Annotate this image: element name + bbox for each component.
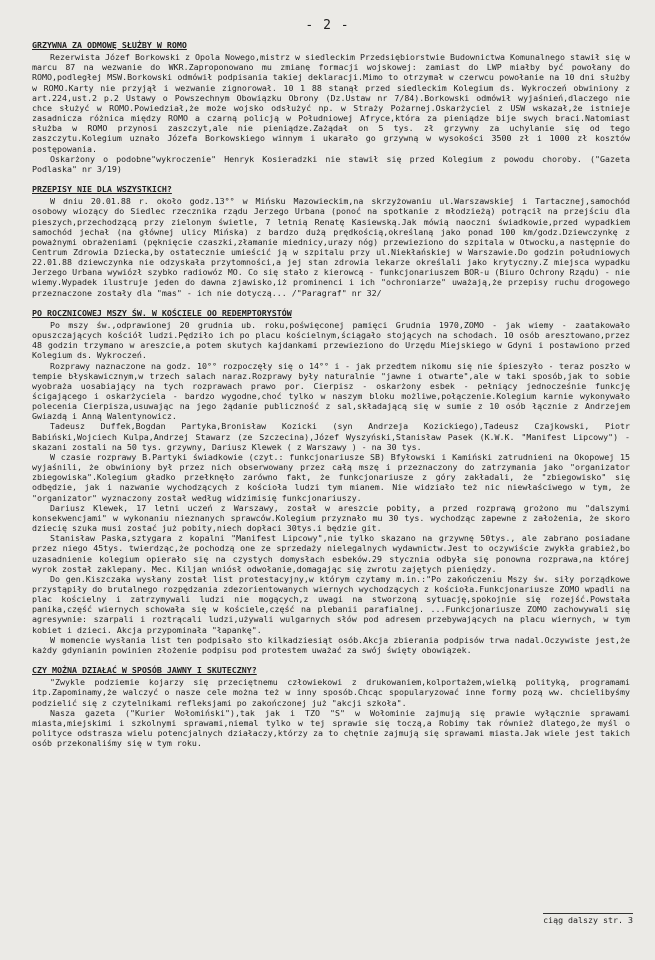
section-heading-text: PRZEPISY NIE DLA WSZYSTKICH?: [32, 184, 172, 195]
paragraph: Do gen.Kiszczaka wysłany został list protestacyjny,w którym czytamy m.in.:"Po zakończeniu Mszy św. siły porządkowe przystąpiły do brutalnego rozpędzania zdezorientowanych wiernych wychodzących z kościoła.Funkcjonariusze ZOMO wpadli na plac kościelny i zatrzymywali ludzi nie mogących,z uwagi na stworzoną sytuację,spokojnie się rozejść.Powstała panika,część wiernych schowała się w kościele,część na plebanii parafialnej. ...Funkcjonariusze ZOMO zachowywali się agresywnie: szarpali i roztrącali ludzi,używali wulgarnych słów pod adresem przebywających na placu wiernych, w tym kobiet i dzieci. Akcja przypominała "łapankę".: [32, 573, 630, 635]
article-column: [32, 30, 630, 748]
paragraph: W momencie wysłania list ten podpisało sto kilkadziesiąt osób.Akcja zbierania podpisów trwa nadal.Oczywiste jest,że każdy gdynianin powinien złożenie podpisu pod protestem uważać za swój święty obowiązek.: [32, 634, 630, 655]
section-heading-text: GRZYWNA ZA ODMOWĘ SŁUŻBY W ROMO: [32, 40, 187, 50]
paragraph: Dariusz Klewek, 17 letni uczeń z Warszawy, został w areszcie pobity, a przed rozprawą grożono mu "dalszymi konsekwencjami" w wykonaniu nieznanych sprawców.Kolegium przyznało mu 30 tys. wychodząc zapewne z założenia, że skoro dziecię szuka musi zostać już pobity,niech dopłaci 30tys.i będzie git.: [32, 502, 630, 534]
paragraph: W dniu 20.01.88 r. około godz.13°° w Mińsku Mazowieckim,na skrzyżowaniu ul.Warszawskiej i Tartacznej,samochód osobowy wiozący do Siedlec rzecznika rządu Jerzego Urbana (ponoć na spotkanie z młodzieżą) potrącił na przejściu dla pieszych,przechodzącą przy zielonym świetle, 7 letnią Renatę Kasiewską.Jak mówią naoczni świadkowie,przed wypadkiem samochód jechał (na głównej ulicy Mińska) z bardzo dużą prędkością,określaną jako ponad 100 km/godz.Dziewczynkę z poważnymi obrażeniami (pęknięcie czaszki,złamanie miednicy,urazy nóg) przewieziono do szpitala w Otwocku,a następnie do Centrum Zdrowia Dziecka,by ostatecznie umieścić ją w szpitalu przy ul.Niekłańskiej w Warszawie.Do godzin południowych 22.01.88 dziewczynka nie odzyskała przytomności,a jej stan zdrowia lekarze określali jako krytyczny.Z miejsca wypadku Jerzego Urbana wywiózł szybko radiowóz MO. Co się stało z kierowcą - funkcjonariuszem BOR-u (Biuro Ochrony Rządu) - nie wiemy.Wypadek ilustruje jeden do dawna zjawisko,iż prominenci i ich "ochroniarze" uważają,że przepisy ruchu drogowego przeznaczone zostały dla "mas" - ich nie dotyczą... /"Paragraf" nr 32/: [32, 196, 630, 298]
paragraph: Rezerwista Józef Borkowski z Opola Nowego,mistrz w siedleckim Przedsiębiorstwie Budownictwa Komunalnego stawił się w marcu 87 na wezwanie do WKR.Zaproponowano mu zmianę formacji wojskowej: zamiast do LWP miałby być powołany do ROMO,podległej MSW.Borkowski odmówił podpisania takiej deklaracji.Mimo to otrzymał w czerwcu powołanie na 10 dni służby w ROMO.Karty nie przyjął i wezwanie zignorował. 10 1 88 stanął przed siedleckim Kolegium ds. Wykroczeń obwiniony z art.224,ust.2 p.2 Ustawy o Powszechnym Obowiązku Obrony (Dz.Ustaw nr 7/84).Borkowski odmówił wyjaśnień,dlaczego nie chce służyć w ROMO.Powiedział,że może wojsko odsłużyć np. w Straży Pożarnej.Oskarżyciel z USW wskazał,że istnieje zasadnicza różnica między ROMO a czarną policją w Południowej Afryce,która za pieniądze bije swych braci.Natomiast służba w ROMO przynosi zaszczyt,ale nie pieniądze.Zażądał on 5 tys. zł grzywny za uchylanie się od tego zaszczytu.Kolegium uznało Józefa Borkowskiego winnym i ukarało go grzywną w wysokości 3500 zł i 1000 zł kosztów postępowania.: [32, 52, 630, 154]
paragraph: "Zwykle podziemie kojarzy się przeciętnemu człowiekowi z drukowaniem,kolportażem,wielką polityką, programami itp.Zapominamy,że walczyć o nasze cele można też w inny sposób.Chcąc spopularyzować inne formy pozą ww. chcielibyśmy podzielić się z czytelnikami refleksjami po zakończonej już "akcji szkoła".: [32, 677, 630, 708]
paragraph: Tadeusz Duffek,Bogdan Partyka,Bronisław Kozicki (syn Andrzeja Kozickiego),Tadeusz Czajkowski, Piotr Babiński,Wojciech Kulpa,Andrzej Stawarz (ze Szczecina),Józef Wyszyński,Stanisław Pasek (K.W.K. "Manifest Lipcowy") - skazani zostali na 50 tys. grzywny, Dariusz Klewek ( z Warszawy ) - na 30 tys.: [32, 421, 630, 452]
page-number: - 2 -: [305, 18, 350, 33]
paragraph: Oskarżony o podobne"wykroczenie" Henryk Kosieradzki nie stawił się przed Kolegium z powodu choroby. ("Gazeta Podlaska" nr 3/19): [32, 153, 630, 174]
section-heading-text: CZY MOŻNA DZIAŁAĆ W SPOSÓB JAWNY I SKUTECZNY?: [32, 665, 257, 676]
section-heading-przepisy: [32, 184, 630, 194]
paragraph: Rozprawy naznaczone na godz. 10°° rozpoczęły się o 14°° i - jak przedtem nikomu się nie śpieszyło - teraz poszło w tempie błyskawicznym,w trzech salach naraz.Rozprawy były naturalnie "jawne i otwarte",ale w taki sposób,jak to sobie wyobraża uosabiający na tych rozprawach prawo por. Cierpisz - oskarżony esbek - pełniący jednocześnie funkcję ścigającego i oskarżyciela - bardzo wygodne,choć tylko w naszym bloku możliwe,połączenie.Kolegium karnie wykonywało polecenia Cierpisza,usuwając na jego żądanie publiczność z sal,składającą się w sumie z 10 osób łącznie z Andrzejem Gwiazdą i Anną Walentynowicz.: [32, 360, 630, 422]
section-heading-romo: [32, 40, 630, 50]
section-heading-msza: [32, 308, 630, 318]
section-heading-jawny: [32, 665, 630, 675]
paragraph: Po mszy św.,odprawionej 20 grudnia ub. roku,poświęconej pamięci Grudnia 1970,ZOMO - jak wiemy - zaatakowało opuszczających kościół ludzi.Pędziło ich po placu kościelnym,ściągało stojących na schodach. 10 osób aresztowano,przez 48 godzin trzymano w areszcie,a potem skutych kajdankami przewieziono do Urzędu Miejskiego w Gdyni i postawiono przed Kolegium ds. Wykroczeń.: [32, 319, 630, 361]
paragraph: Nasza gazeta ("Kurier Wołomiński"),tak jak i TZO "S" w Wołominie zajmują się prawie wyłącznie sprawami miasta,miejskimi i szkolnymi sprawami,niemal tylko w tej sprawie się toczą,a Robimy tak również dlatego,że myśl o polityce odstrasza wielu potencjalnych działaczy,którzy za to chętnie zajmują się sprawami miasta.Jak wiele jest takich osób przekonaliśmy się w tym roku.: [32, 707, 630, 749]
paragraph: Stanisław Paska,sztygara z kopalni "Manifest Lipcowy",nie tylko skazano na grzywnę 50tys., ale zabrano posiadane przez niego 45tys. twierdząc,że pochodzą one ze sprzedaży nielegalnych wydawnictw.Jest to oczywiście zwykła grabież,bo uzasadnienie kolegium opierało się na czystych domysłach esbeków.29 stycznia odbyła się ponowna rozprawa,na której wyrok został zaklepany. Mec. Kiljan wniósł odwołanie,domagając się zwrotu zajętych pieniędzy.: [32, 533, 630, 574]
paragraph: W czasie rozprawy B.Partyki świadkowie (czyt.: funkcjonariusze SB) Bfyłowski i Kamiński zatrudnieni na Okopowej 15 wyjaśnili, że obwiniony był przez nich obserwowany przez całą mszę i przeznaczony do zatrzymania jako "organizator zbiegowiska".Kolegium gładko przełknęło zarówno fakt, że funkcjonariusze z góry zakładali, że "zbiegowisko" się odbędzie, jak i nazwanie wychodzących z kościoła ludzi tym mianem. Nie widziało też nic niewłaściwego w tym, że "organizator" wyznaczony został według widzimisię funkcjonariuszy.: [32, 451, 630, 503]
continued-note: ciąg dalszy str. 3: [543, 915, 633, 925]
section-heading-text: PO ROCZNICOWEJ MSZY ŚW. W KOŚCIELE OO REDEMPTORYSTÓW: [32, 307, 292, 318]
